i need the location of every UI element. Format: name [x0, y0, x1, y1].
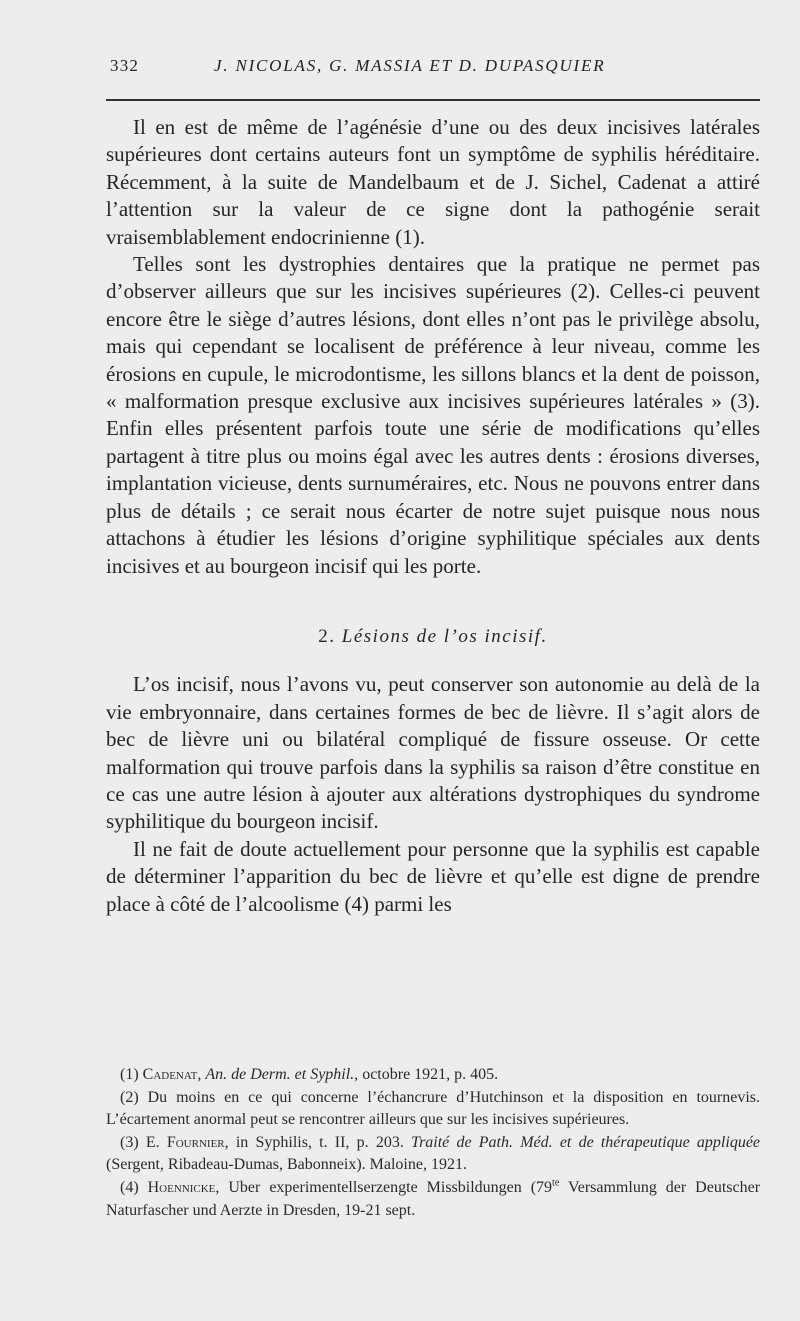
footnote-text-after-title: (Sergent, Ribadeau-Dumas, Babonneix). Maloine, 1921.: [106, 1156, 467, 1174]
paragraph-dystrophies: Telles sont les dystrophies dentaires que la pratique ne permet pas d’observer ailleurs que sur les incisives supérieures (2). Celles-ci peuvent encore être le siège d’autres lésions, dont elles n’ont pas le privilège absolu, mais qui cependant se localisent de préférence à leur niveau, comme les érosions en cupule, le microdontisme, les sillons blancs et la dent de poisson, « malformation presque exclusive aux incisives supérieures latérales » (3). Enfin elles présentent parfois toute une série de modifications qu’elles partagent à titre plus ou moins égal avec les autres dents : érosions diverses, implantation vicieuse, dents surnuméraires, etc. Nous ne pouvons entrer dans plus de détails ; ce serait nous écarter de notre sujet puisque nous nous attachons à étudier les lésions d’origine syphilitique spéciales aux dents incisives et au bourgeon incisif qui les porte.: [106, 252, 760, 578]
footnote-title: Traité de Path. Méd. et de thérapeutique appliquée: [411, 1133, 761, 1151]
paragraph-incisive-bone: L’os incisif, nous l’avons vu, peut conserver son autonomie au delà de la vie embryonnaire, dans certaines formes de bec de lièvre. Il s’agit alors de bec de lièvre uni ou bilatéral compliqué de fissure osseuse. Or cette malformation qui trouve parfois dans la syphilis sa raison d’être constitue en ce cas une autre lésion à ajouter aux altérations dystrophiques du syndrome syphilitique du bourgeon incisif.: [106, 672, 760, 834]
footnote-marker: (2): [120, 1088, 139, 1106]
header-rule: [106, 99, 760, 101]
footnote-author: Hoennicke,: [147, 1178, 220, 1196]
footnote-text-before-title: in Syphilis, t. II, p. 203.: [235, 1133, 404, 1151]
footnotes: [106, 1064, 760, 1222]
footnote-author: Fournier,: [166, 1133, 229, 1151]
footnote-source: An. de Derm. et Syphil.,: [205, 1066, 359, 1083]
running-title: J. NICOLAS, G. MASSIA ET D. DUPASQUIER: [214, 56, 606, 75]
footnote-2: [106, 1087, 760, 1132]
footnote-text: Du moins en ce qui concerne l’échancrure d’Hutchinson et la disposition en tournevis. L’écartement anormal peut se rencontrer ailleurs que sur les incisives supérieures.: [106, 1088, 761, 1129]
footnote-text-before-superscript: Uber experimentellserzengte Missbildungen (79: [228, 1178, 553, 1196]
paragraph-cleft-lip: Il ne fait de doute actuellement pour personne que la syphilis est capable de déterminer l’apparition du bec de lièvre et qu’elle est digne de prendre place à côté de l’alcoolisme (4) parmi les: [106, 836, 760, 916]
footnote-1: [106, 1064, 760, 1087]
footnote-text-after-superscript: Versammlung der Deutscher Naturfascher und Aerzte in Dresden, 19-21 sept.: [106, 1178, 761, 1219]
footnote-details: octobre 1921, p. 405.: [362, 1066, 499, 1083]
main-text: [106, 114, 760, 918]
page-number: 332: [110, 56, 140, 75]
section-heading: [106, 623, 760, 650]
footnote-marker: (4): [120, 1178, 139, 1196]
section-number: 2.: [318, 625, 336, 647]
paragraph-agenesis: Il en est de même de l’agénésie d’une ou des deux incisives latérales supérieures dont certains auteurs font un symptôme de syphilis héréditaire. Récemment, à la suite de Mandelbaum et de J. Sichel, Cadenat a attiré l’attention sur la valeur de ce signe dont la pathogénie serait vraisemblablement endocrinienne (1).: [106, 115, 760, 249]
section-title: Lésions de l’os incisif.: [341, 625, 548, 647]
footnote-superscript: te: [552, 1177, 560, 1189]
footnote-author: Cadenat,: [142, 1066, 202, 1083]
footnote-4: [106, 1177, 760, 1222]
footnote-3: [106, 1132, 760, 1177]
page-header: [110, 56, 760, 86]
footnote-author-initial: E.: [145, 1133, 160, 1151]
footnote-marker: (1): [120, 1066, 139, 1083]
footnote-marker: (3): [120, 1133, 139, 1151]
